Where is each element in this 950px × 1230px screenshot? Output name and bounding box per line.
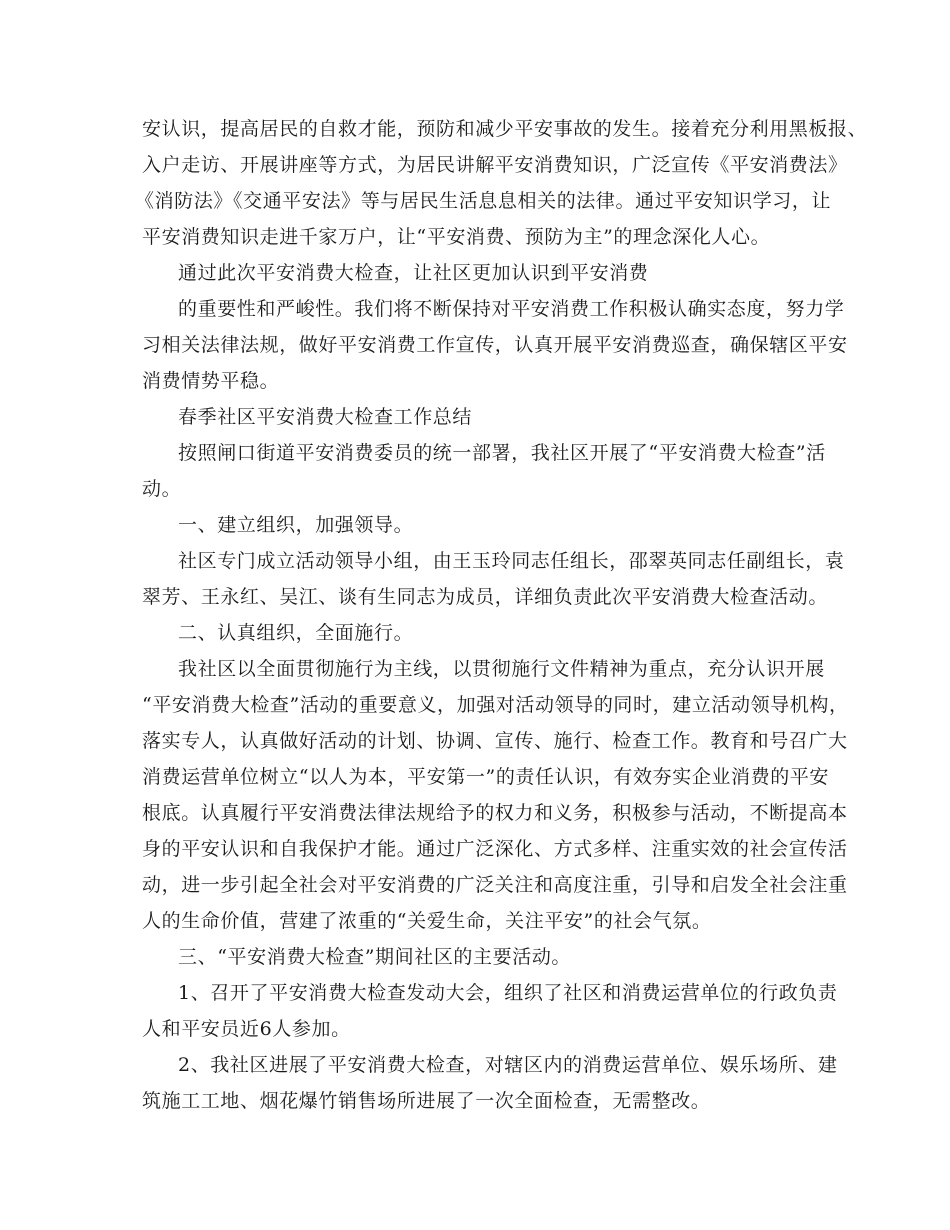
text-line: 身的平安认识和自我保护才能。通过广泛深化、方式多样、注重实效的社会宣传活 [142,838,848,860]
text-line: 动，进一步引起全社会对平安消费的广泛关注和高度注重，引导和启发全社会注重 [142,874,848,896]
text-line: 人和平安员近6人参加。 [142,1018,351,1040]
text-line: 《消防法》《交通平安法》等与居民生活息息相关的法律。通过平安知识学习，让 [135,190,832,212]
text-line: 动。 [142,478,182,500]
text-line: 根底。认真履行平安消费法律法规给予的权力和义务，积极参与活动，不断提高本 [142,802,848,824]
text-line: 人的生命价值，营建了浓重的“关爱生命，关注平安”的社会气氛。 [142,910,712,932]
text-line: 翠芳、王永红、吴江、谈有生同志为成员，详细负责此次平安消费大检查活动。 [142,586,829,608]
text-line: 落实专人，认真做好活动的计划、协调、宣传、施行、检查工作。教育和号召广大 [142,730,848,752]
text-line: 的重要性和严峻性。我们将不断保持对平安消费工作积极认确实态度，努力学 [178,298,845,320]
text-line: 习相关法律法规，做好平安消费工作宣传，认真开展平安消费巡查，确保辖区平安 [142,334,848,356]
text-line: 我社区以全面贯彻施行为主线，以贯彻施行文件精神为重点，充分认识开展 [178,658,825,680]
section-heading: 二、认真组织，全面施行。 [178,622,414,644]
section-heading: 春季社区平安消费大检查工作总结 [178,406,473,428]
text-line: 按照闸口街道平安消费委员的统一部署，我社区开展了“平安消费大检查”活 [178,442,826,464]
text-line: 筑施工工地、烟花爆竹销售场所进展了一次全面检查，无需整改。 [142,1090,711,1112]
text-line: “平安消费大检查”活动的重要意义，加强对活动领导的同时，建立活动领导机构， [142,694,849,716]
text-line: 社区专门成立活动领导小组，由王玉玲同志任组长，邵翠英同志任副组长，袁 [178,550,845,572]
section-heading: 三、“平安消费大检查”期间社区的主要活动。 [178,946,572,968]
text-line: 通过此次平安消费大检查，让社区更加认识到平安消费 [178,262,649,284]
text-line: 2、我社区进展了平安消费大检查，对辖区内的消费运营单位、娱乐场所、建 [178,1054,838,1076]
text-line: 消费运营单位树立“以人为本，平安第一”的责任认识，有效夯实企业消费的平安 [142,766,830,788]
text-line: 平安消费知识走进千家万户，让“平安消费、预防为主”的理念深化人心。 [142,226,771,248]
section-heading: 一、建立组织，加强领导。 [178,514,414,536]
text-line: 入户走访、开展讲座等方式，为居民讲解平安消费知识，广泛宣传《平安消费法》 [142,154,848,176]
text-line: 消费情势平稳。 [142,370,280,392]
text-line: 1、召开了平安消费大检查发动大会，组织了社区和消费运营单位的行政负责 [178,982,838,1004]
text-line: 安认识，提高居民的自救才能，预防和减少平安事故的发生。接着充分利用黑板报、 [142,118,868,140]
